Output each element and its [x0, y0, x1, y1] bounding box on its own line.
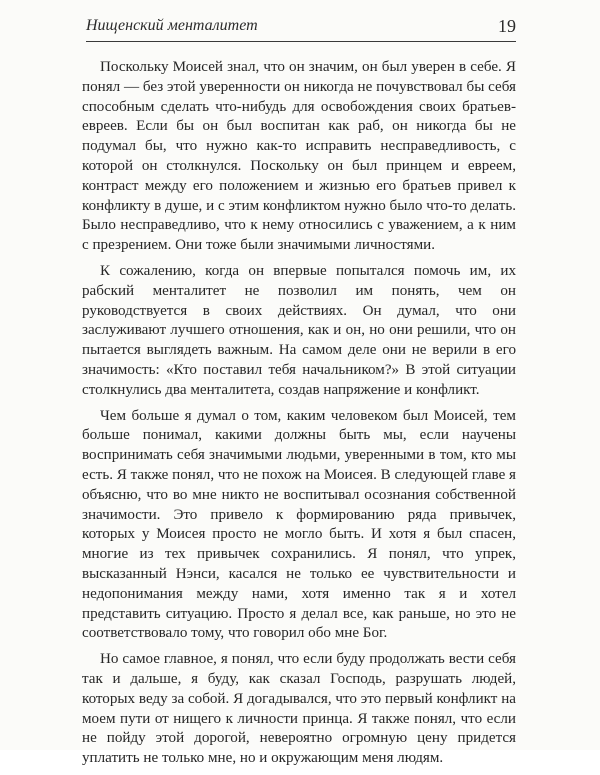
page-number: 19	[498, 16, 516, 36]
body-text	[82, 58, 516, 775]
paragraph-2: К сожалению, когда он впервые попытался помочь им, их рабский менталитет не позволил им понять, чем он руководствуется в своих действиях. Он думал, что они заслуживают лучшего отношения, как и он, но они решили, что он пытается выглядеть важным. На самом деле они не верили в его значимость: «Кто поставил тебя начальником?» В этой ситуации столкнулись два менталитета, создав напряжение и конфликт.	[82, 262, 516, 398]
paragraph-1: Поскольку Моисей знал, что он значим, он был уверен в себе. Я понял — без этой уверенности он никогда не почувствовал бы себя способным сделать что-нибудь для освобождения своих братьев-евреев. Если бы он был воспитан как раб, он никогда бы не подумал бы, что нужно как-то исправить несправедливость, с которой он столкнулся. Поскольку он был принцем и евреем, контраст между его положением и жизнью его братьев привел к конфликту в душе, и с этим конфликтом нужно было что-то делать. Было несправедливо, что к нему относились с уважением, а к ним с презрением. Они тоже были значимыми личностями.	[82, 59, 516, 254]
running-title: Нищенский менталитет	[86, 17, 258, 34]
paragraph-4: Но самое главное, я понял, что если буду продолжать вести себя так и дальше, я буду, как сказал Господь, разрушать людей, которых веду за собой. Я догадывался, что это первый конфликт на моем пути от нищего к личности принца. Я также понял, что если не пойду этой дорогой, невероятно огромную цену придется уплатить не только мне, но и окружающим меня людям.	[82, 651, 516, 767]
running-header	[86, 17, 516, 42]
paragraph-3: Чем больше я думал о том, каким человеком был Моисей, тем больше понимал, какими должны быть мы, если научены воспринимать себя значимыми людьми, уверенными в том, кто мы есть. Я также понял, что не похож на Моисея. В следующей главе я объясню, что во мне никто не воспитывал осознания собственной значимости. Это привело к формированию ряда привычек, которых у Моисея просто не могло быть. И хотя я был спасен, многие из тех привычек сохранились. Я понял, что упрек, высказанный Нэнси, касался не только ее чувствительности и недопонимания между нами, хотя именно так я и хотел представить ситуацию. Просто я делал все, как раньше, но это не соответствовало тому, что говорил обо мне Бог.	[82, 407, 516, 642]
